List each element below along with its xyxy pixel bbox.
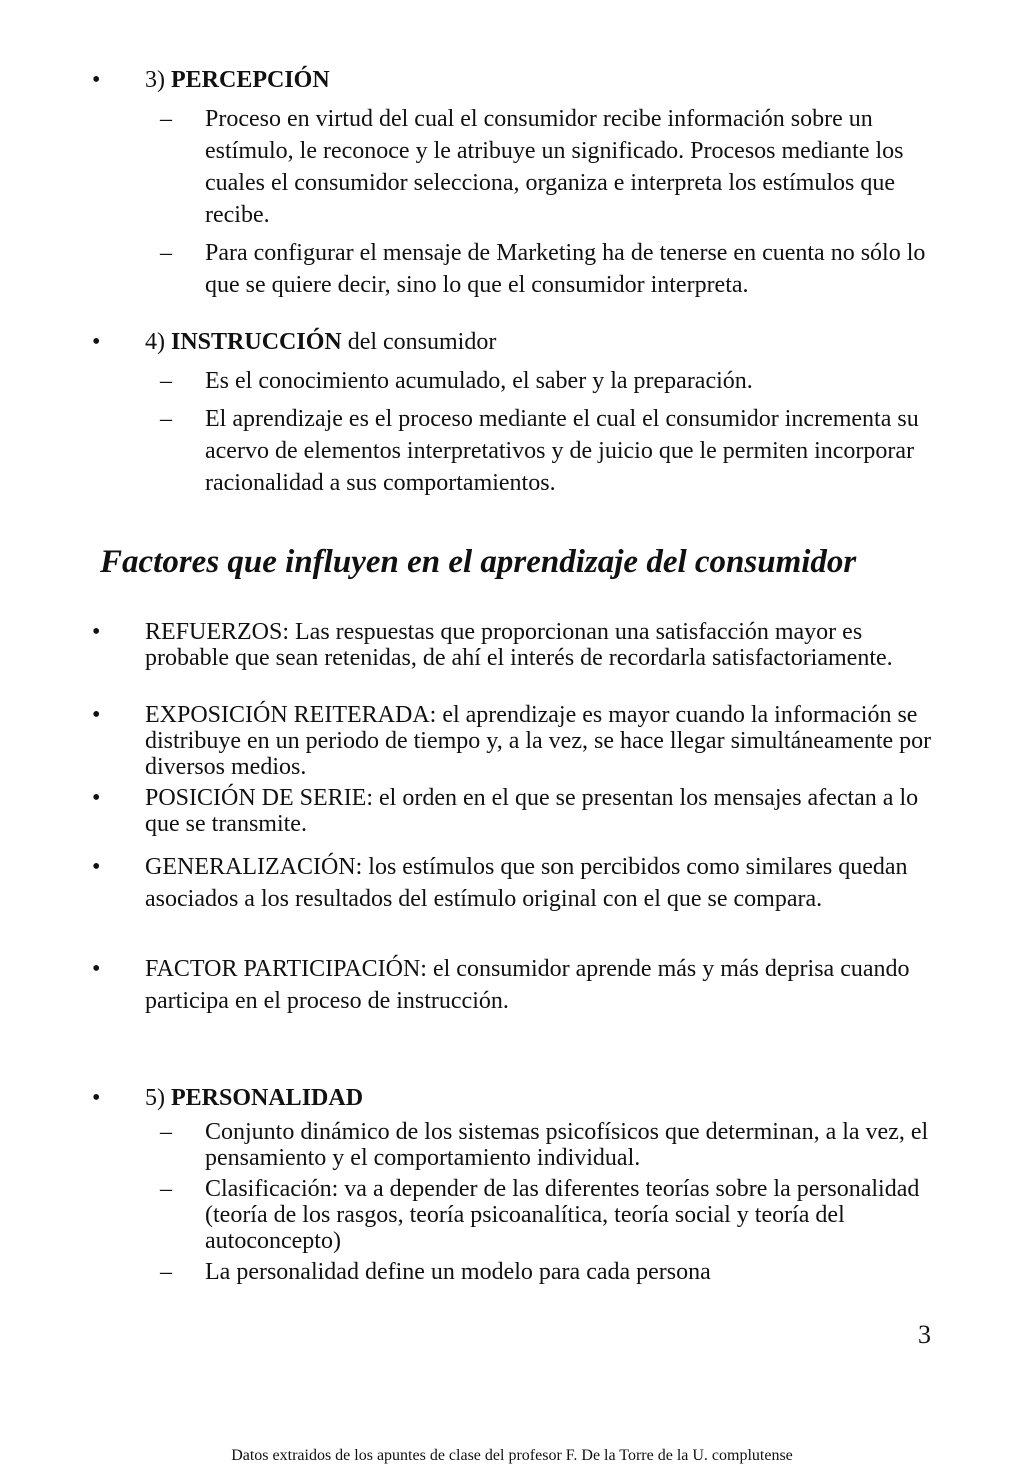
bullet-icon: • bbox=[92, 956, 101, 982]
dash-icon: – bbox=[160, 406, 172, 432]
section-number: 3) bbox=[145, 67, 165, 93]
bullet-icon: • bbox=[92, 619, 101, 645]
dash-icon: – bbox=[160, 1119, 172, 1145]
dash-icon: – bbox=[160, 106, 172, 132]
page-number: 3 bbox=[918, 1320, 931, 1349]
dash-icon: – bbox=[160, 1176, 172, 1202]
list-item-text: El aprendizaje es el proceso mediante el cual el consumidor incrementa su acervo de elementos interpretativos y de juicio que le permiten incorporar racionalidad a sus comportamientos. bbox=[205, 406, 919, 496]
section-title bbox=[145, 64, 945, 96]
list-item-text: La personalidad define un modelo para cada persona bbox=[205, 1259, 711, 1285]
bullet-icon: • bbox=[92, 702, 101, 728]
bullet-icon: • bbox=[92, 1085, 101, 1111]
bullet-icon: • bbox=[92, 329, 101, 355]
section-number: 4) bbox=[145, 329, 165, 355]
bullet-icon: • bbox=[92, 785, 101, 811]
list-item-text: Para configurar el mensaje de Marketing ha de tenerse en cuenta no sólo lo que se quiere decir, sino lo que el consumidor interpreta. bbox=[205, 240, 926, 298]
section-title-bold: PERSONALIDAD bbox=[171, 1085, 364, 1111]
list-item-text: EXPOSICIÓN REITERADA: el aprendizaje es mayor cuando la información se distribuye en un periodo de tiempo y, a la vez, se hace llegar simultáneamente por diversos medios. bbox=[145, 702, 932, 780]
section-title bbox=[145, 326, 945, 358]
bullet-icon: • bbox=[92, 67, 101, 93]
list-item-text: Es el conocimiento acumulado, el saber y la preparación. bbox=[205, 368, 753, 394]
list-item-text: Proceso en virtud del cual el consumidor recibe información sobre un estímulo, le reconoce y le atribuye un significado. Procesos mediante los cuales el consumidor selecciona, organiza e interpreta los estímulos que recibe. bbox=[205, 106, 904, 228]
section-heading: Factores que influyen en el aprendizaje del consumidor bbox=[100, 544, 857, 580]
list-item-text: GENERALIZACIÓN: los estímulos que son percibidos como similares quedan asociados a los resultados del estímulo original con el que se compara. bbox=[145, 854, 908, 912]
dash-icon: – bbox=[160, 1259, 172, 1285]
section-title bbox=[145, 1082, 945, 1114]
section-title-suffix: del consumidor bbox=[341, 329, 497, 355]
list-item-text: POSICIÓN DE SERIE: el orden en el que se presentan los mensajes afectan a lo que se transmite. bbox=[145, 785, 919, 837]
dash-icon: – bbox=[160, 240, 172, 266]
list-item-text: REFUERZOS: Las respuestas que proporcionan una satisfacción mayor es probable que sean retenidas, de ahí el interés de recordarla satisfactoriamente. bbox=[145, 619, 893, 671]
list-item-text: Conjunto dinámico de los sistemas psicofísicos que determinan, a la vez, el pensamiento y el comportamiento individual. bbox=[205, 1119, 929, 1171]
section-title-bold: INSTRUCCIÓN bbox=[171, 329, 342, 355]
section-title-bold: PERCEPCIÓN bbox=[171, 67, 330, 93]
list-item-text: FACTOR PARTICIPACIÓN: el consumidor aprende más y más deprisa cuando participa en el proceso de instrucción. bbox=[145, 956, 910, 1014]
footer-note: Datos extraidos de los apuntes de clase del profesor F. De la Torre de la U. complutense bbox=[231, 1447, 793, 1464]
list-item-text: Clasificación: va a depender de las diferentes teorías sobre la personalidad (teoría de los rasgos, teoría psicoanalítica, teoría social y teoría del autoconcepto) bbox=[205, 1176, 920, 1254]
section-number: 5) bbox=[145, 1085, 165, 1111]
dash-icon: – bbox=[160, 368, 172, 394]
bullet-icon: • bbox=[92, 854, 101, 880]
